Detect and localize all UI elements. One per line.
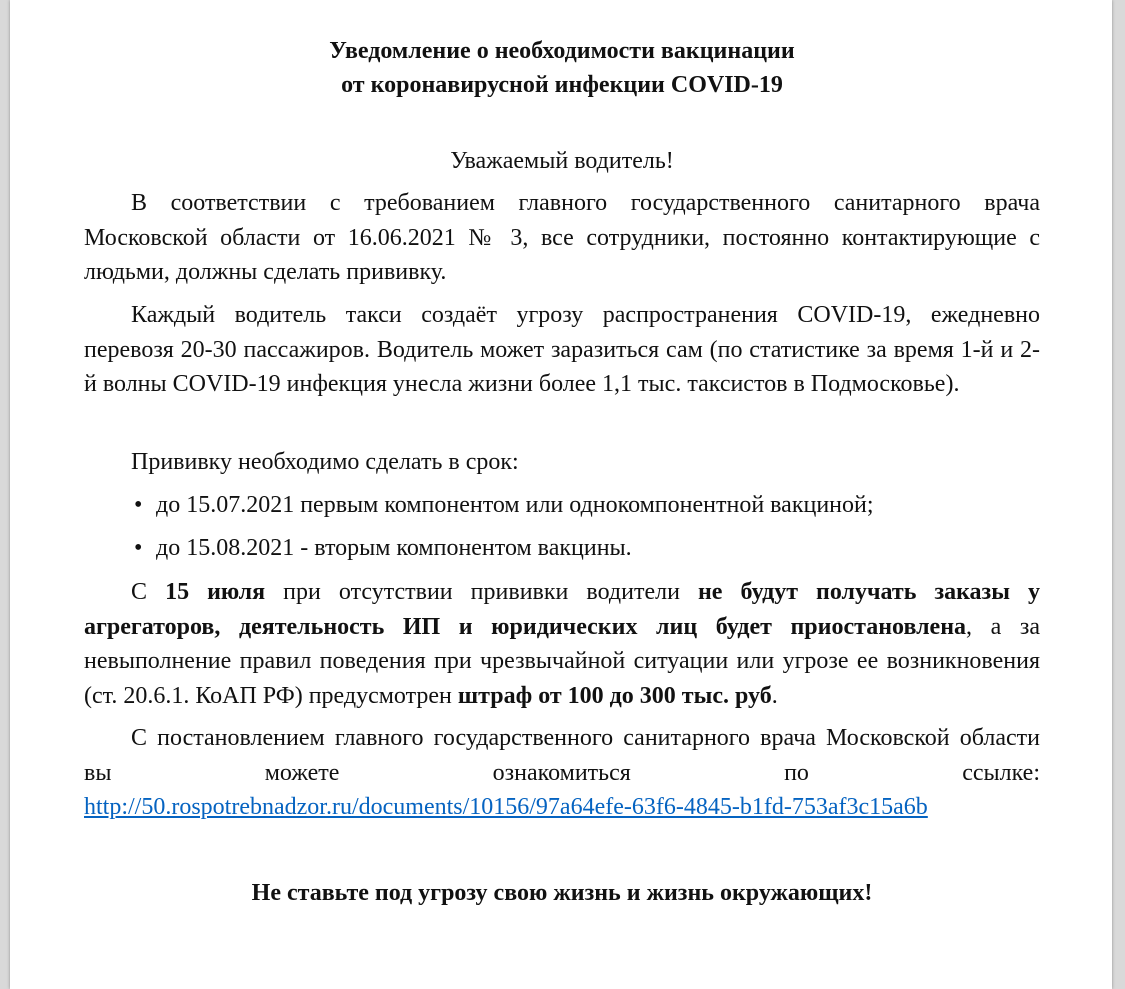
paragraph-risk-text: Каждый водитель такси создаёт угрозу распространения COVID-19, ежедневно перевозя 20-30 пассажиров. Водитель может заразиться сам (по статистике за время 1-й и 2-й волны COVID-19 инфекция унесла жизни более 1,1 тыс. таксистов в Подмосковье). (84, 302, 1040, 397)
title-line-2: от коронавирусной инфекции COVID-19 (341, 72, 783, 98)
penalty-text-1: С (131, 579, 166, 605)
list-item-text: до 15.08.2021 - вторым компонентом вакцины. (156, 535, 632, 561)
paragraph-penalty (84, 575, 1040, 713)
list-item (134, 531, 1034, 565)
paragraph-deadline-text: Прививку необходимо сделать в срок: (131, 449, 519, 475)
penalty-text-2: при отсутствии прививки водители (265, 579, 698, 605)
closing-statement: Не ставьте под угрозу свою жизнь и жизнь окружающих! (251, 880, 873, 906)
penalty-consequence: не будут получать заказы у агрегаторов, деятельность ИП и юридических лиц будет приостановлена (84, 579, 1040, 640)
penalty-text-3: , а за невыполнение правил поведения при чрезвычайной ситуации или угрозе ее возникновения (ст. 20.6.1. КоАП РФ) предусмотрен (84, 613, 1040, 709)
paragraph-requirement-text: В соответствии с требованием главного государственного санитарного врача Московской области от 16.06.2021 № 3, все сотрудники, постоянно контактирующие с людьми, должны сделать прививку. (84, 190, 1040, 285)
paragraph-deadline (84, 445, 1040, 480)
title-line-1: Уведомление о необходимости вакцинации (329, 38, 795, 64)
penalty-text-4: . (771, 682, 778, 709)
document-page (10, 0, 1112, 989)
decree-link[interactable]: http://50.rospotrebnadzor.ru/documents/10156/97a64efe-63f6-4845-b1fd-753af3c15a6b (84, 794, 928, 820)
paragraph-reference (84, 721, 1040, 790)
bullet-icon: • (134, 492, 143, 518)
bullet-icon: • (134, 535, 143, 561)
list-item (134, 488, 1034, 522)
paragraph-reference-text: С постановлением главного государственного санитарного врача Московской области вы можете ознакомиться по ссылке: (84, 725, 1040, 786)
penalty-date: 15 июля (165, 579, 266, 605)
list-item-text: до 15.07.2021 первым компонентом или однокомпонентной вакциной; (156, 492, 874, 518)
reference-link-line (84, 790, 1040, 825)
document-title (84, 34, 1040, 102)
penalty-fine: штраф от 100 до 300 тыс. руб (457, 682, 772, 709)
paragraph-requirement (84, 186, 1040, 290)
paragraph-risk (84, 298, 1040, 402)
greeting: Уважаемый водитель! (450, 148, 674, 174)
